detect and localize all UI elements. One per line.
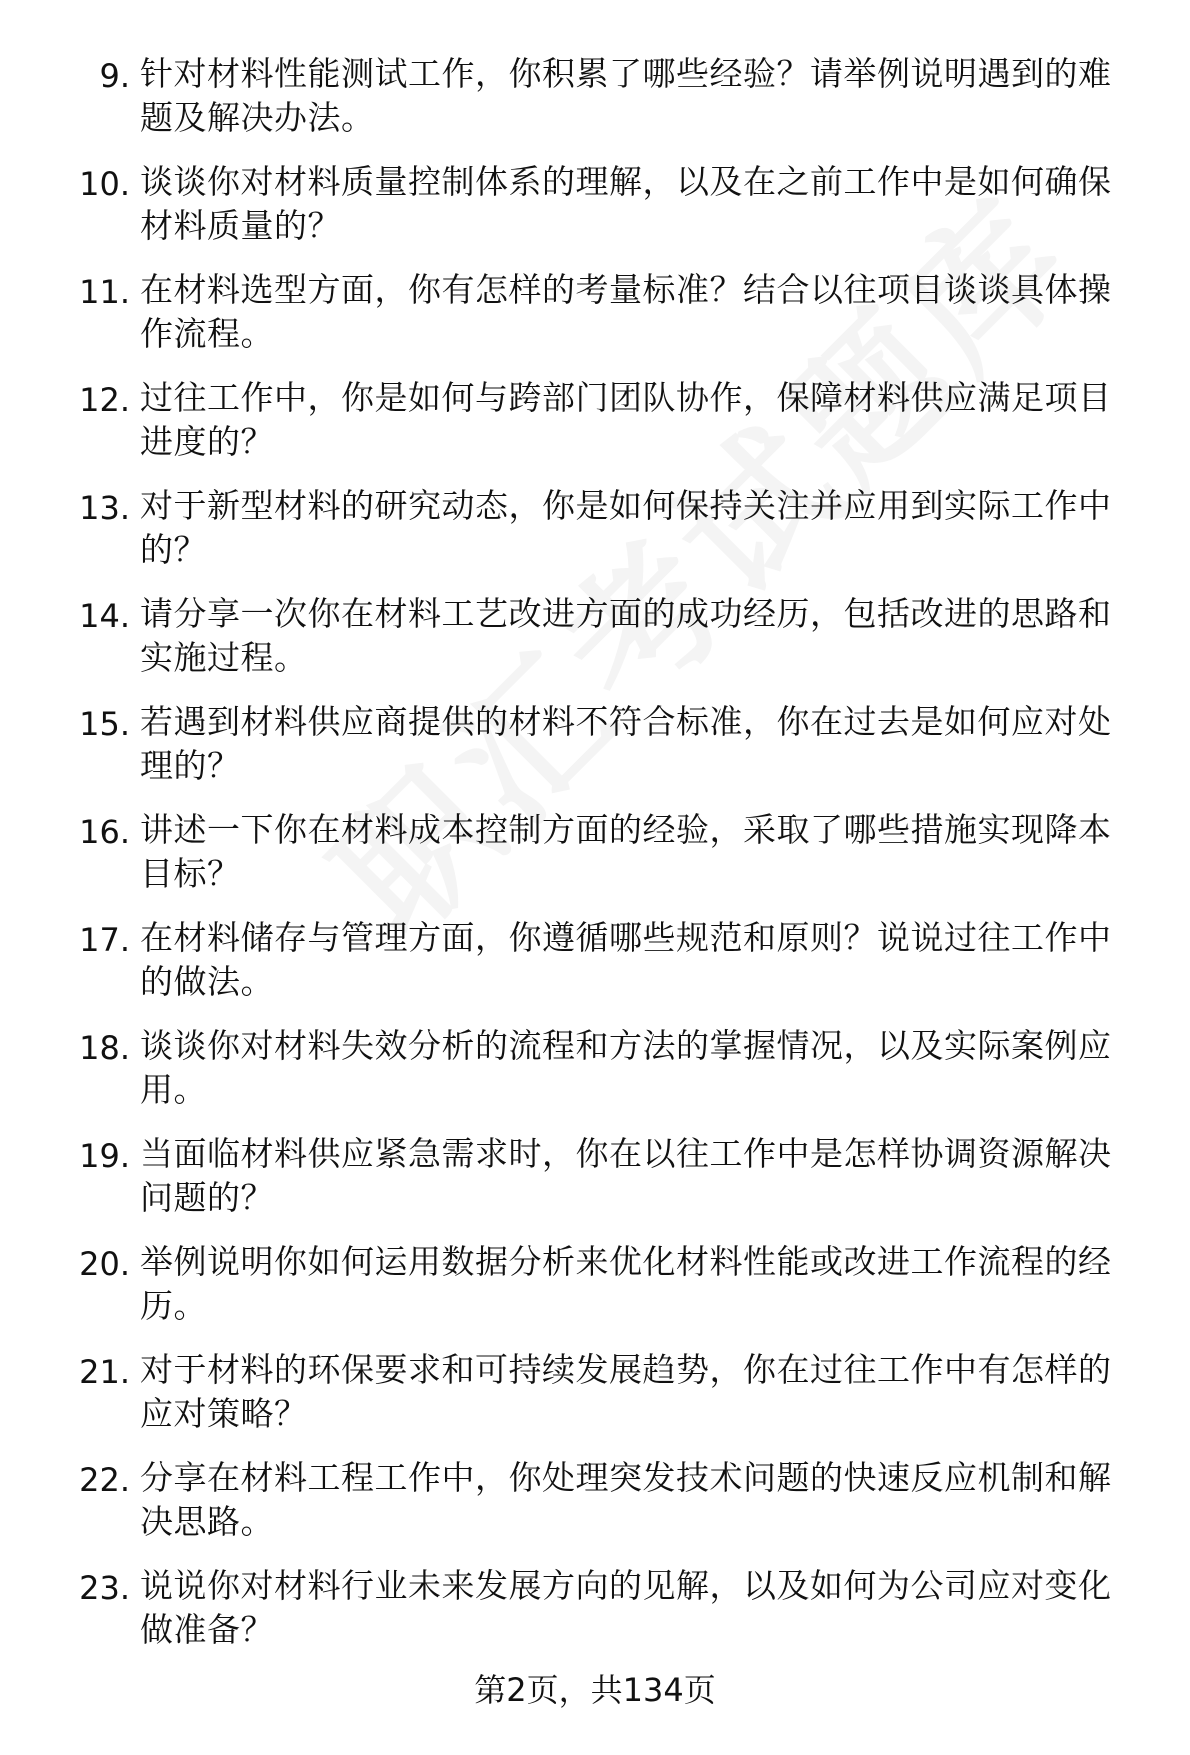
question-text: 举例说明你如何运用数据分析来优化材料性能或改进工作流程的经历。 [140, 1242, 1112, 1325]
question-number: 15. [79, 705, 130, 743]
question-number: 19. [79, 1137, 130, 1175]
question-item [58, 376, 1148, 484]
question-text: 在材料储存与管理方面，你遵循哪些规范和原则？说说过往工作中的做法。 [140, 918, 1112, 1001]
question-number: 14. [79, 597, 130, 635]
question-number: 17. [79, 921, 130, 959]
question-number: 21. [79, 1353, 130, 1391]
question-text: 当面临材料供应紧急需求时，你在以往工作中是怎样协调资源解决问题的？ [140, 1134, 1112, 1217]
question-text: 过往工作中，你是如何与跨部门团队协作，保障材料供应满足项目进度的？ [140, 378, 1112, 461]
question-text: 讲述一下你在材料成本控制方面的经验，采取了哪些措施实现降本目标？ [140, 810, 1112, 893]
question-item [58, 268, 1148, 376]
question-item [58, 592, 1148, 700]
question-item [58, 160, 1148, 268]
question-text: 谈谈你对材料质量控制体系的理解，以及在之前工作中是如何确保材料质量的？ [140, 162, 1112, 245]
question-number: 18. [79, 1029, 130, 1067]
question-text: 对于材料的环保要求和可持续发展趋势，你在过往工作中有怎样的应对策略？ [140, 1350, 1112, 1433]
question-item [58, 1240, 1148, 1348]
question-number: 10. [79, 165, 130, 203]
question-number: 13. [79, 489, 130, 527]
question-text: 针对材料性能测试工作，你积累了哪些经验？请举例说明遇到的难题及解决办法。 [140, 54, 1112, 137]
question-number: 11. [79, 273, 130, 311]
question-item [58, 1564, 1148, 1672]
question-text: 说说你对材料行业未来发展方向的见解，以及如何为公司应对变化做准备？ [140, 1566, 1112, 1649]
question-text: 请分享一次你在材料工艺改进方面的成功经历，包括改进的思路和实施过程。 [140, 594, 1112, 677]
question-number: 12. [79, 381, 130, 419]
question-item [58, 52, 1148, 160]
question-item [58, 1024, 1148, 1132]
question-item [58, 808, 1148, 916]
question-item [58, 916, 1148, 1024]
question-number: 9. [99, 57, 130, 95]
question-item [58, 1348, 1148, 1456]
question-text: 谈谈你对材料失效分析的流程和方法的掌握情况，以及实际案例应用。 [140, 1026, 1112, 1109]
question-number: 23. [79, 1569, 130, 1607]
question-text: 分享在材料工程工作中，你处理突发技术问题的快速反应机制和解决思路。 [140, 1458, 1112, 1541]
question-text: 若遇到材料供应商提供的材料不符合标准，你在过去是如何应对处理的？ [140, 702, 1112, 785]
question-number: 22. [79, 1461, 130, 1499]
page-footer: 第2页，共134页 [474, 1671, 716, 1709]
question-list [58, 52, 1148, 1672]
question-number: 16. [79, 813, 130, 851]
question-item [58, 1132, 1148, 1240]
question-item [58, 700, 1148, 808]
question-number: 20. [79, 1245, 130, 1283]
question-text: 在材料选型方面，你有怎样的考量标准？结合以往项目谈谈具体操作流程。 [140, 270, 1112, 353]
question-item [58, 1456, 1148, 1564]
question-text: 对于新型材料的研究动态，你是如何保持关注并应用到实际工作中的？ [140, 486, 1112, 569]
question-item [58, 484, 1148, 592]
